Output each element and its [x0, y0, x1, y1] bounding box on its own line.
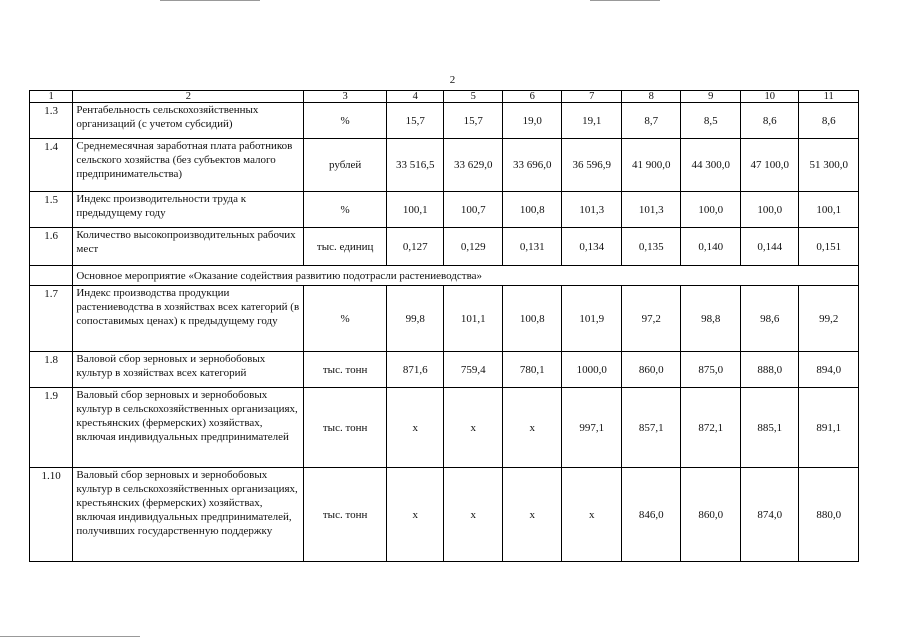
value-cell: 8,6: [740, 103, 798, 139]
value-cell: 846,0: [621, 468, 681, 562]
indicator-name: Количество высокопроизводительных рабочих мест: [73, 228, 304, 266]
value-cell: 97,2: [621, 286, 681, 352]
value-cell: 0,135: [621, 228, 681, 266]
value-cell: 100,1: [799, 192, 859, 228]
value-cell: 0,129: [444, 228, 502, 266]
value-cell: х: [386, 468, 443, 562]
value-cell: 8,7: [621, 103, 681, 139]
header-cell: 11: [799, 91, 859, 103]
value-cell: 98,8: [681, 286, 741, 352]
table-row: [30, 286, 859, 352]
unit-cell: %: [304, 192, 387, 228]
table-row: [30, 192, 859, 228]
unit-cell: тыс. единиц: [304, 228, 387, 266]
table-row: [30, 468, 859, 562]
value-cell: 0,134: [562, 228, 622, 266]
table-row: [30, 352, 859, 388]
value-cell: 885,1: [740, 388, 798, 468]
unit-cell: рублей: [304, 139, 387, 192]
value-cell: 0,151: [799, 228, 859, 266]
value-cell: 997,1: [562, 388, 622, 468]
indicator-name: Индекс производительности труда к предыдущему году: [73, 192, 304, 228]
scan-artifact-top-left: [160, 0, 260, 1]
header-cell: 10: [740, 91, 798, 103]
value-cell: 0,131: [502, 228, 562, 266]
row-number: 1.10: [30, 468, 73, 562]
value-cell: х: [502, 468, 562, 562]
section-number-cell: [30, 266, 73, 286]
row-number: 1.8: [30, 352, 73, 388]
value-cell: 100,7: [444, 192, 502, 228]
header-cell: 3: [304, 91, 387, 103]
table-row: [30, 388, 859, 468]
value-cell: 880,0: [799, 468, 859, 562]
value-cell: 871,6: [386, 352, 443, 388]
unit-cell: тыс. тонн: [304, 468, 387, 562]
row-number: 1.4: [30, 139, 73, 192]
value-cell: х: [386, 388, 443, 468]
header-cell: 6: [502, 91, 562, 103]
value-cell: 15,7: [444, 103, 502, 139]
row-number: 1.6: [30, 228, 73, 266]
value-cell: х: [502, 388, 562, 468]
value-cell: 875,0: [681, 352, 741, 388]
header-cell: 9: [681, 91, 741, 103]
page-number: 2: [449, 74, 456, 86]
value-cell: 0,144: [740, 228, 798, 266]
header-cell: 8: [621, 91, 681, 103]
value-cell: 872,1: [681, 388, 741, 468]
row-number: 1.9: [30, 388, 73, 468]
unit-cell: тыс. тонн: [304, 388, 387, 468]
value-cell: 860,0: [621, 352, 681, 388]
value-cell: 100,8: [502, 286, 562, 352]
row-number: 1.5: [30, 192, 73, 228]
value-cell: 891,1: [799, 388, 859, 468]
value-cell: 15,7: [386, 103, 443, 139]
value-cell: 98,6: [740, 286, 798, 352]
value-cell: 101,3: [562, 192, 622, 228]
indicators-table: [29, 90, 859, 562]
header-cell: 4: [386, 91, 443, 103]
value-cell: 33 629,0: [444, 139, 502, 192]
value-cell: 8,6: [799, 103, 859, 139]
value-cell: 36 596,9: [562, 139, 622, 192]
value-cell: 47 100,0: [740, 139, 798, 192]
value-cell: 874,0: [740, 468, 798, 562]
header-cell: 5: [444, 91, 502, 103]
value-cell: 19,0: [502, 103, 562, 139]
value-cell: 33 696,0: [502, 139, 562, 192]
value-cell: х: [444, 468, 502, 562]
header-cell: 2: [73, 91, 304, 103]
indicator-name: Индекс производства продукции растениеводства в хозяйствах всех категорий (в сопоставимых ценах) к предыдущему году: [73, 286, 304, 352]
value-cell: 780,1: [502, 352, 562, 388]
header-cell: 1: [30, 91, 73, 103]
value-cell: 101,3: [621, 192, 681, 228]
indicator-name: Валовый сбор зерновых и зернобобовых культур в сельскохозяйственных организациях, крестьянских (фермерских) хозяйствах, включая индивидуальных предпринимателей: [73, 388, 304, 468]
indicator-name: Валовый сбор зерновых и зернобобовых культур в сельскохозяйственных организациях, крестьянских (фермерских) хозяйствах, включая индивидуальных предпринимателей, получивших государственную поддержку: [73, 468, 304, 562]
value-cell: 101,1: [444, 286, 502, 352]
row-number: 1.7: [30, 286, 73, 352]
value-cell: 101,9: [562, 286, 622, 352]
section-title: Основное мероприятие «Оказание содействия развитию подотрасли растениеводства»: [73, 266, 859, 286]
value-cell: 1000,0: [562, 352, 622, 388]
value-cell: 100,0: [740, 192, 798, 228]
value-cell: 99,8: [386, 286, 443, 352]
section-row: [30, 266, 859, 286]
indicator-name: Рентабельность сельскохозяйственных организаций (с учетом субсидий): [73, 103, 304, 139]
value-cell: 894,0: [799, 352, 859, 388]
value-cell: 100,0: [681, 192, 741, 228]
scan-artifact-top-right: [590, 0, 660, 1]
unit-cell: %: [304, 103, 387, 139]
value-cell: х: [444, 388, 502, 468]
value-cell: 759,4: [444, 352, 502, 388]
value-cell: 99,2: [799, 286, 859, 352]
scan-artifact-bottom-left: [0, 636, 140, 637]
value-cell: 0,140: [681, 228, 741, 266]
value-cell: 41 900,0: [621, 139, 681, 192]
table-row: [30, 103, 859, 139]
value-cell: 44 300,0: [681, 139, 741, 192]
value-cell: 0,127: [386, 228, 443, 266]
value-cell: 51 300,0: [799, 139, 859, 192]
unit-cell: %: [304, 286, 387, 352]
value-cell: 860,0: [681, 468, 741, 562]
indicator-name: Среднемесячная заработная плата работников сельского хозяйства (без субъектов малого предпринимательства): [73, 139, 304, 192]
table-row: [30, 139, 859, 192]
table-row: [30, 228, 859, 266]
value-cell: 100,1: [386, 192, 443, 228]
value-cell: 100,8: [502, 192, 562, 228]
header-cell: 7: [562, 91, 622, 103]
value-cell: 888,0: [740, 352, 798, 388]
value-cell: х: [562, 468, 622, 562]
indicator-name: Валовой сбор зерновых и зернобобовых культур в хозяйствах всех категорий: [73, 352, 304, 388]
value-cell: 33 516,5: [386, 139, 443, 192]
value-cell: 857,1: [621, 388, 681, 468]
header-row: [30, 91, 859, 103]
value-cell: 8,5: [681, 103, 741, 139]
unit-cell: тыс. тонн: [304, 352, 387, 388]
value-cell: 19,1: [562, 103, 622, 139]
row-number: 1.3: [30, 103, 73, 139]
